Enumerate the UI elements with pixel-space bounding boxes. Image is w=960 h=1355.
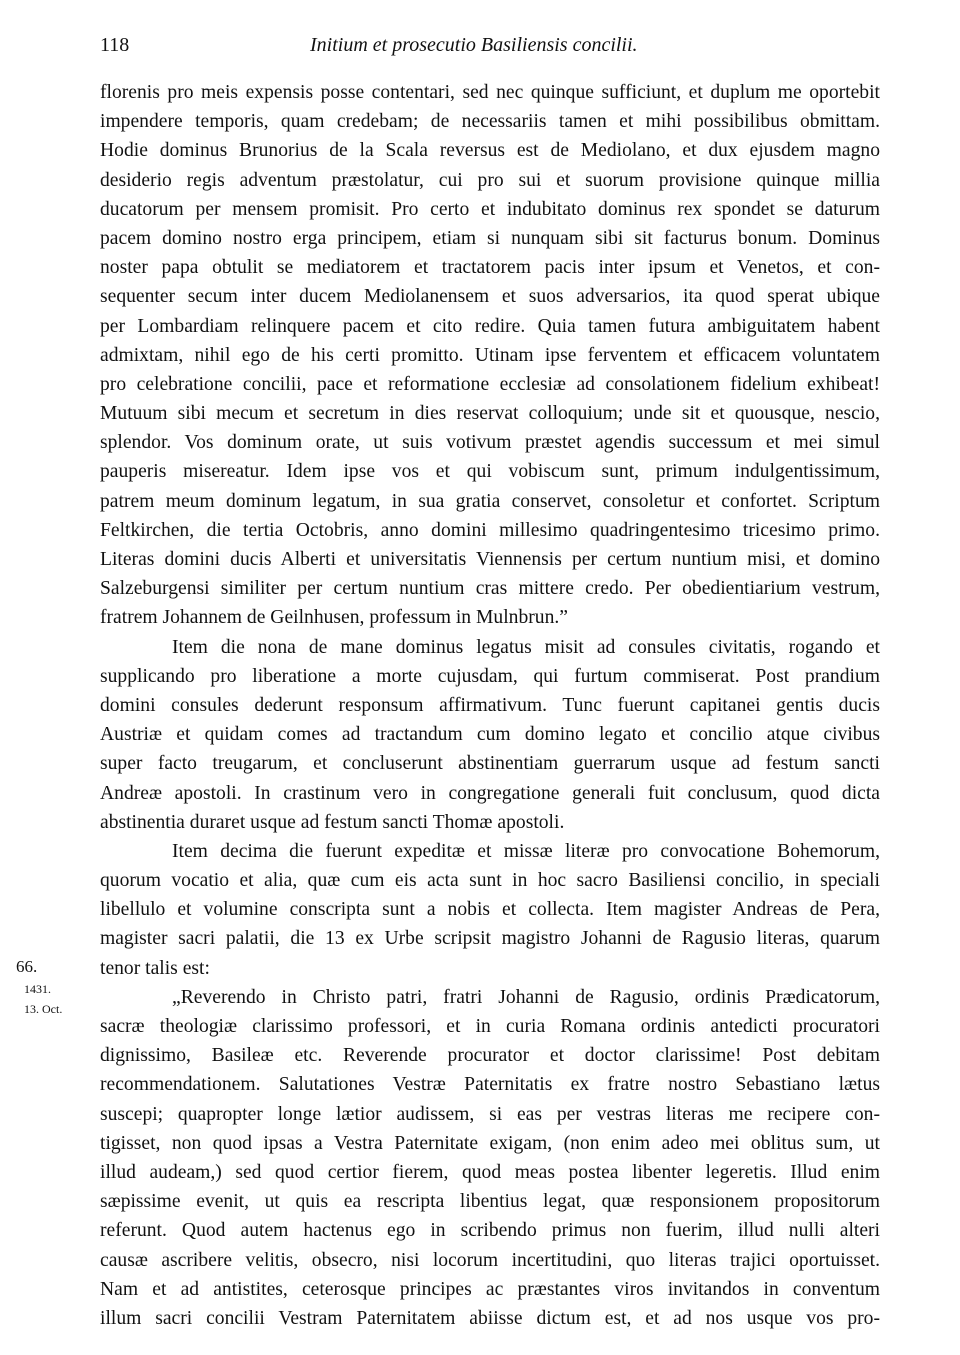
text-line: recommendationem. Salutationes Vestræ Paternitatis ex fratre nostro Sebastiano lætus: [100, 1074, 880, 1096]
text-line: domini consules dederunt responsum affirmativum. Tunc fuerunt capitanei gentis ducis: [100, 694, 880, 716]
margin-note: [16, 955, 86, 1019]
page-header: [100, 34, 880, 64]
margin-note-year: 1431.: [24, 982, 51, 996]
text-line: dignissimo, Basileæ etc. Reverende procurator et doctor clarissime! Post debitam: [100, 1045, 880, 1067]
text-line: sequenter secum inter ducem Mediolanensem et suos adversarios, ita quod sperat ubique: [100, 286, 880, 308]
text-line: Item die nona de mane dominus legatus misit ad consules civitatis, rogando et: [172, 636, 880, 658]
text-line: Mutuum sibi mecum et secretum in dies reservat colloquium; unde sit et quousque, nescio,: [100, 403, 880, 425]
text-line: magister sacri palatii, die 13 ex Urbe scripsit magistro Johanni de Ragusio literas, quarum: [100, 928, 880, 950]
text-line: patrem meum dominum legatum, in sua gratia conservet, consoletur et confortet. Scriptum: [100, 490, 880, 512]
text-line: sæpissime evenit, ut quis ea rescripta libentius legat, quæ responsionem propositorum: [100, 1191, 880, 1213]
text-line: illum sacri concilii Vestram Paternitatem abiisse dictum est, et ad nos usque vos pro-: [100, 1307, 880, 1329]
text-line: ducatorum per mensem promisit. Pro certo et indubitato dominus rex spondet se daturum: [100, 198, 880, 220]
text-line: causæ ascribere velitis, obsecro, nisi locorum incertitudini, quo literas trajici oportuisset.: [100, 1249, 880, 1271]
text-line: impendere temporis, quam credebam; de necessariis tamen et mihi possibilibus obmittam.: [100, 111, 880, 133]
text-line: Hodie dominus Brunorius de la Scala reversus est de Mediolano, et dux ejusdem magno: [100, 140, 880, 162]
text-line: noster papa obtulit se mediatorem et tractatorem pacis inter ipsum et Venetos, et con-: [100, 257, 880, 279]
text-line: fratrem Johannem de Geilnhusen, professum in Mulnbrun.”: [100, 607, 568, 629]
text-line: pauperis misereatur. Idem ipse vos et qui vobiscum sunt, primum indulgentissimum,: [100, 461, 880, 483]
text-line: Nam et ad antistites, ceterosque principes ac præstantes viros invitandos in conventum: [100, 1278, 880, 1300]
text-line: admixtam, nihil ego de his certi promitto. Utinam ipse ferventem et efficacem voluntatem: [100, 344, 880, 366]
text-line: „Reverendo in Christo patri, fratri Johanni de Ragusio, ordinis Prædicatorum,: [172, 986, 880, 1008]
text-line: Literas domini ducis Alberti et universitatis Viennensis per certum nuntium misi, et domino: [100, 549, 880, 570]
text-line: splendor. Vos dominum orate, ut suis votivum præstet agendis successum et mei simul: [100, 432, 880, 454]
text-line: pro celebratione concilii, pace et reformatione ecclesiæ ad consolationem fidelium exhibeat!: [100, 373, 880, 395]
text-line: pacem domino nostro erga principem, etiam si nunquam sibi sit facturus bonum. Dominus: [100, 227, 880, 249]
text-line: Austriæ et quidam comes ad tractandum cum domino legato et concilio atque civibus: [100, 724, 880, 746]
text-line: tigisset, non quod ipsas a Vestra Paternitate exigam, (non enim adeo mei oblitus sum, ut: [100, 1132, 880, 1154]
text-line: illud audeam,) sed quod certior fierem, quod meas postea libenter legeretis. Illud enim: [100, 1161, 880, 1183]
text-line: quorum vocatio et alia, quæ cum eis acta sunt in hoc sacro Basiliensi concilio, in speciali: [100, 870, 880, 892]
page-number: 118: [100, 34, 130, 56]
running-title: Initium et prosecutio Basiliensis concilii.: [310, 34, 638, 56]
text-line: desiderio regis adventum præstolatur, cui pro sui et suorum provisione quinque millia: [100, 169, 880, 191]
text-line: referunt. Quod autem hactenus ego in scribendo primus non fuerim, illud nulli alteri: [100, 1220, 880, 1242]
text-line: abstinentia duraret usque ad festum sancti Thomæ apostoli.: [100, 811, 565, 833]
text-line: per Lombardiam relinquere pacem et cito redire. Quia tamen futura ambiguitatem habent: [100, 315, 880, 337]
text-line: Salzeburgensi similiter per certum nuntium cras mittere credo. Per obedientiarium vestrum,: [100, 578, 880, 600]
margin-note-date: 13. Oct.: [24, 1002, 63, 1016]
text-line: supplicando pro liberatione a morte cujusdam, qui furtum commiserat. Post prandium: [100, 665, 880, 687]
text-line: libellulo et volumine conscripta sunt a nobis et collecta. Item magister Andreas de Pera,: [100, 899, 880, 921]
text-line: Item decima die fuerunt expeditæ et missæ literæ pro convocatione Bohemorum,: [172, 840, 880, 862]
text-line: super facto treugarum, et concluserunt abstinentiam guerrarum usque ad festum sancti: [100, 753, 880, 775]
text-line: sacræ theologiæ clarissimo professori, et in curia Romana ordinis antedicti procuratori: [100, 1016, 880, 1037]
text-line: suscepi; quapropter longe lætior audissem, si eas per vestras literas me recipere con-: [100, 1103, 880, 1125]
text-line: florenis pro meis expensis posse contentari, sed nec quinque sufficiunt, et duplum me oportebit: [100, 82, 880, 103]
text-line: Andreæ apostoli. In crastinum vero in congregatione generali fuit conclusum, quod dicta: [100, 782, 880, 804]
text-line: tenor talis est:: [100, 957, 210, 979]
margin-note-number: 66.: [16, 957, 38, 976]
text-line: Feltkirchen, die tertia Octobris, anno domini millesimo quadringentesimo tricesimo primo.: [100, 519, 880, 541]
body-text: [100, 78, 880, 1333]
